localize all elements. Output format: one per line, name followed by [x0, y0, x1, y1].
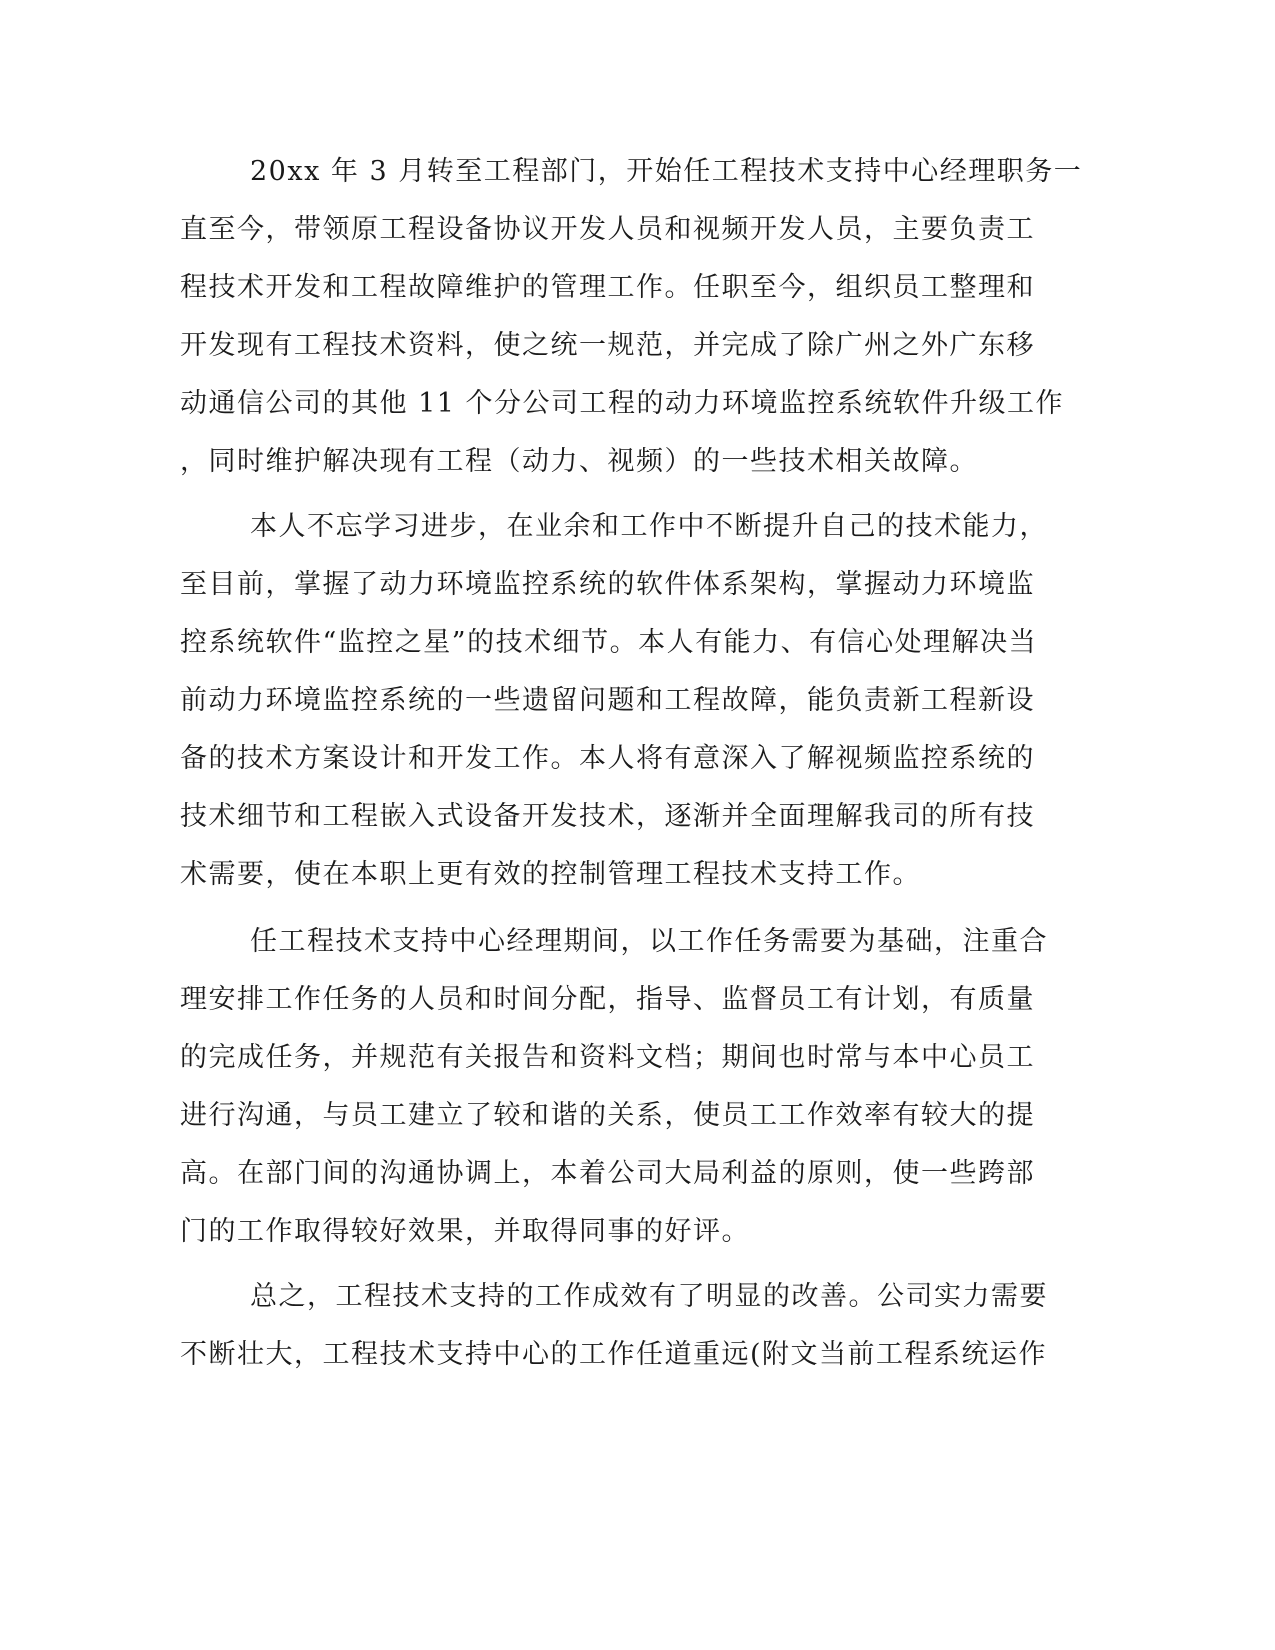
paragraph-3-line-4: 进行沟通，与员工建立了较和谐的关系，使员工工作效率有较大的提	[180, 1100, 1035, 1131]
paragraph-2-line-7: 术需要，使在本职上更有效的控制管理工程技术支持工作。	[180, 859, 921, 890]
paragraph-3-line-1: 任工程技术支持中心经理期间，以工作任务需要为基础，注重合	[250, 926, 1048, 957]
paragraph-3-line-6: 门的工作取得较好效果，并取得同事的好评。	[180, 1216, 750, 1247]
paragraph-3-line-3: 的完成任务，并规范有关报告和资料文档；期间也时常与本中心员工	[180, 1042, 1035, 1073]
paragraph-1-line-6: ，同时维护解决现有工程（动力、视频）的一些技术相关故障。	[180, 446, 978, 477]
paragraph-1-line-5: 动通信公司的其他 11 个分公司工程的动力环境监控系统软件升级工作	[180, 388, 1065, 419]
paragraph-3-line-5: 高。在部门间的沟通协调上，本着公司大局利益的原则，使一些跨部	[180, 1158, 1035, 1189]
paragraph-2-line-6: 技术细节和工程嵌入式设备开发技术，逐渐并全面理解我司的所有技	[180, 801, 1035, 832]
paragraph-2-line-1: 本人不忘学习进步，在业余和工作中不断提升自己的技术能力，	[250, 511, 1048, 542]
paragraph-1-line-4: 开发现有工程技术资料，使之统一规范，并完成了除广州之外广东移	[180, 330, 1035, 361]
paragraph-4-line-2: 不断壮大，工程技术支持中心的工作任道重远(附文当前工程系统运作	[180, 1339, 1048, 1370]
paragraph-1-line-3: 程技术开发和工程故障维护的管理工作。任职至今，组织员工整理和	[180, 272, 1035, 303]
paragraph-3-line-2: 理安排工作任务的人员和时间分配，指导、监督员工有计划，有质量	[180, 984, 1035, 1015]
paragraph-2-line-3: 控系统软件“监控之星”的技术细节。本人有能力、有信心处理解决当	[180, 627, 1038, 658]
paragraph-4-line-1: 总之，工程技术支持的工作成效有了明显的改善。公司实力需要	[250, 1281, 1048, 1312]
paragraph-1-line-1: 20xx 年 3 月转至工程部门，开始任工程技术支持中心经理职务一	[250, 156, 1083, 187]
paragraph-1-line-2: 直至今，带领原工程设备协议开发人员和视频开发人员，主要负责工	[180, 214, 1035, 245]
paragraph-2-line-4: 前动力环境监控系统的一些遗留问题和工程故障，能负责新工程新设	[180, 685, 1035, 716]
paragraph-2-line-2: 至目前，掌握了动力环境监控系统的软件体系架构，掌握动力环境监	[180, 569, 1035, 600]
paragraph-2-line-5: 备的技术方案设计和开发工作。本人将有意深入了解视频监控系统的	[180, 743, 1035, 774]
